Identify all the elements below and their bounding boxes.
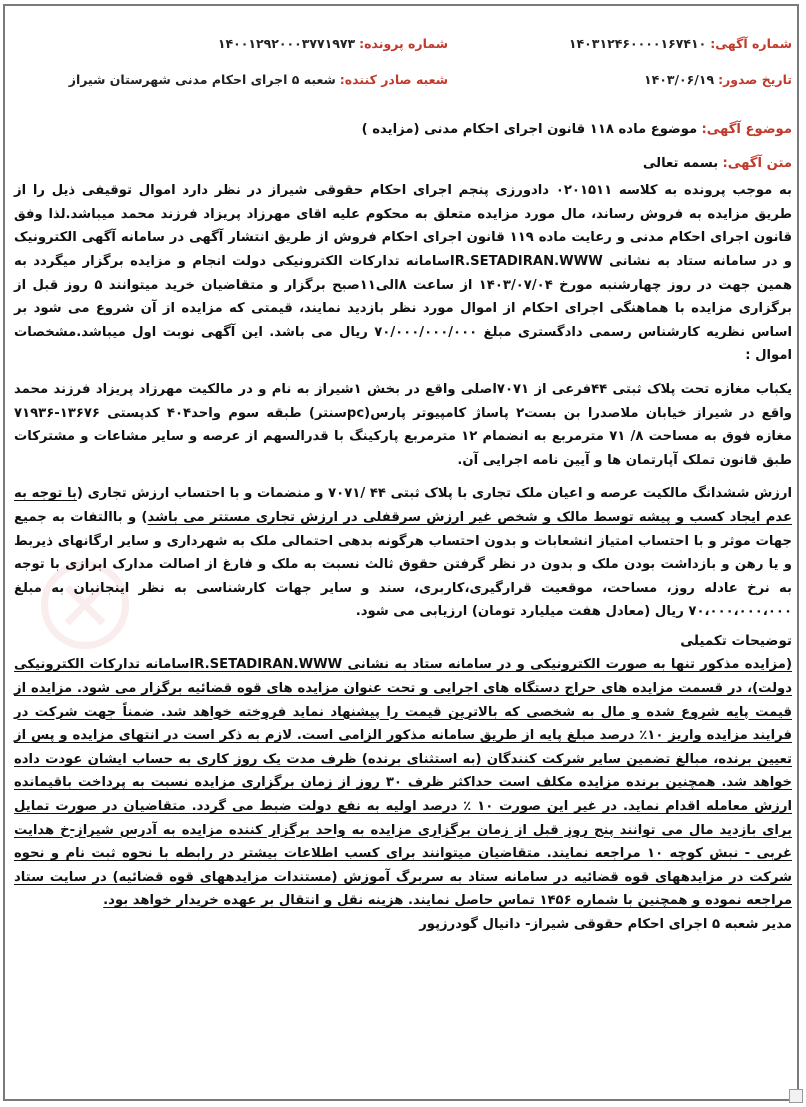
file-number-label: شماره پرونده:: [359, 36, 448, 51]
file-number: [218, 36, 448, 51]
issue-date: [644, 72, 792, 87]
text-intro-line: [14, 152, 792, 176]
text-label: متن آگهی:: [722, 155, 792, 171]
paragraph-4: (مزایده مذکور تنها به صورت الکترونیکی و در سامانه ستاد به نشانی IR.SETADIRAN.WWWسامانه تدارکات الکترونیکی دولت)، در قسمت مزایده های حراج دستگاه های اجرایی و تحت عنوان مزایده های قوه قضائیه برگزار می شود. مزایده از قیمت پایه شروع شده و مال به شخصی که بالاترین قیمت را پیشنهاد نماید فروخته خواهد شد. ضمناً جهت شرکت در فرایند مزایده واریز ۱۰٪ درصد مبلغ پایه از طریق سامانه مذکور الزامی است. لازم به ذکر است در انتهای مزایده و پس از تعیین برنده، مبالغ تضمین سایر شرکت کنندگان (به استثنای برنده) ظرف مدت یک روز کاری به حساب ایشان عودت داده خواهد شد. همچنین برنده مزایده مکلف است حداکثر ظرف ۳۰ روز از زمان برگزاری مزایده نسبت به پرداخت باقیمانده ارزش معامله اقدام نماید. در غیر این صورت ۱۰ ٪ درصد اولیه به نفع دولت ضبط می گردد. متقاضیان در صورت تمایل برای بازدید مال می توانند پنج روز قبل از زمان برگزاری مزایده به واحد برگزار کننده مزایده به آدرس شیراز-خ هدایت غربی - نبش کوچه ۱۰ مراجعه نمایند. متقاضیان میتوانند برای کسب اطلاعات بیشتر در رابطه با نحوه ثبت نام و نحوه شرکت در مزایدههای قوه قضائیه در سامانه ستاد به سربرگ آموزش (مستندات مزایدههای قوه قضائیه) در سایت ستاد مراجعه نموده و همچنین با شماره ۱۴۵۶ تماس حاصل نمایند. هزینه نقل و انتقال بر عهده خریدار خواهد بود.: [14, 657, 792, 909]
paragraph-3-end: ) و باالتفات به جمیع جهات موثر و با احتساب امتیاز انشعابات و بدون احتساب هرگونه بدهی احتمالی ملک به شهرداری و سایر ارگانهای ذیربط و یا رهن و بازداشت بودن ملک و بدون در نظر گرفتن حقوق ثالث نسبت به ملک و فارغ از اصالت مدارک ابرازی با توجه به نرخ عادله روز، مساحت، موقعیت قرارگیری،کاربری، سند و سایر جهات کارشناسی به نظر اینجانبان به مبلغ ۷۰،۰۰۰،۰۰۰،۰۰۰ ریال (معادل هفت میلیارد تومان) ارزیابی می شود.: [14, 509, 792, 620]
paragraph-3: [14, 482, 792, 624]
ad-content: [14, 118, 792, 937]
issuer-label: شعبه صادر کننده:: [339, 72, 448, 87]
ad-number-value: ۱۴۰۳۱۲۴۶۰۰۰۰۱۶۷۴۱۰: [568, 36, 707, 51]
paragraph-3-underlined: با توجه به عدم ایجاد کسب و پیشه توسط مالک و شخص غیر ارزش سرقفلی در ارزش تجاری مستتر می باشد: [14, 486, 792, 525]
file-number-value: ۱۴۰۰۱۲۹۲۰۰۰۳۷۷۱۹۷۳: [217, 36, 356, 51]
subject-line: [14, 118, 792, 142]
ad-number: [569, 36, 792, 51]
issuer-value: شعبه ۵ اجرای احکام مدنی شهرستان شیراز: [68, 72, 336, 87]
issuer: [69, 72, 448, 87]
subject-label: موضوع آگهی:: [701, 122, 792, 137]
resize-handle[interactable]: [789, 1089, 803, 1103]
supplementary-title: توضیحات تکمیلی: [680, 632, 792, 649]
bismillah: بسمه تعالی: [642, 155, 719, 171]
issue-date-label: تاریخ صدور:: [718, 72, 792, 87]
paragraph-1: به موجب پرونده به کلاسه ۰۲۰۱۵۱۱ دادورزی پنجم اجرای احکام حقوقی شیراز در نظر دارد اموال توقیفی ذیل را از طریق مزایده به فروش رساند، مال مورد مزایده متعلق به محکوم علیه اقای مهرزاد پریزاد فرزند محمد میباشد.لذا وفق قانون اجرای احکام مدنی و رعایت ماده ۱۱۹ قانون اجرای احکام فروش از طریق انتشار آگهی در سامانه آگهی الکترونیک و در سامانه ستاد به نشانی IR.SETADIRAN.WWWسامانه تدارکات الکترونیکی دولت انجام و مزایده برگزار میگردد به همین جهت در روز چهارشنبه مورخ ۱۴۰۳/۰۷/۰۴ از ساعت ۸الی۱۱صبح برگزار و متقاضیان خرید میتوانند ۵ روز قبل از برگزاری مزایده با هماهنگی اجرای احکام از اموال مورد نظر بازدید نمایند، قیمتی که مزایده از آن شروع می شود بر اساس نظریه کارشناس رسمی دادگستری مبلغ ۷۰/۰۰۰/۰۰۰/۰۰۰ ریال می باشد. این آگهی نوبت اول میباشد.مشخصات اموال :: [14, 183, 793, 364]
paragraph-3-start: ارزش ششدانگ مالکیت عرصه و اعیان ملک تجاری با پلاک ثبتی ۴۴ /۷۰۷۱ و منضمات و با احتساب ارزش تجاری (: [76, 486, 792, 502]
subject-value: موضوع ماده ۱۱۸ قانون اجرای احکام مدنی (مزایده ): [361, 122, 698, 137]
signature: مدیر شعبه ۵ اجرای احکام حقوقی شیراز- دانیال گودرزپور: [419, 917, 792, 932]
paragraph-2: یکباب مغازه تحت پلاک ثبتی ۴۴فرعی از ۷۰۷۱اصلی واقع در بخش ۱شیراز به نام و در مالکیت مهرزاد پریزاد فرزند محمد واقع در شیراز خیابان ملاصدرا بن بست۲ پاساژ کامپیوتر پارس(pcسنتر) طبقه سوم واحد۴۰۴ کدپستی ۱۳۶۷۶-۷۱۹۳۶ مغازه فوق به مساحت ۸/ ۷۱ مترمربع به انضمام ۱۲ مترمربع پارکینگ با قدرالسهم از عرصه و سایر مشاعات و مشترکات طبق قانون تملک آپارتمان ها و آیین نامه اجرایی آن.: [14, 381, 793, 468]
ad-number-label: شماره آگهی:: [710, 36, 792, 51]
issue-date-value: ۱۴۰۳/۰۶/۱۹: [643, 72, 715, 87]
